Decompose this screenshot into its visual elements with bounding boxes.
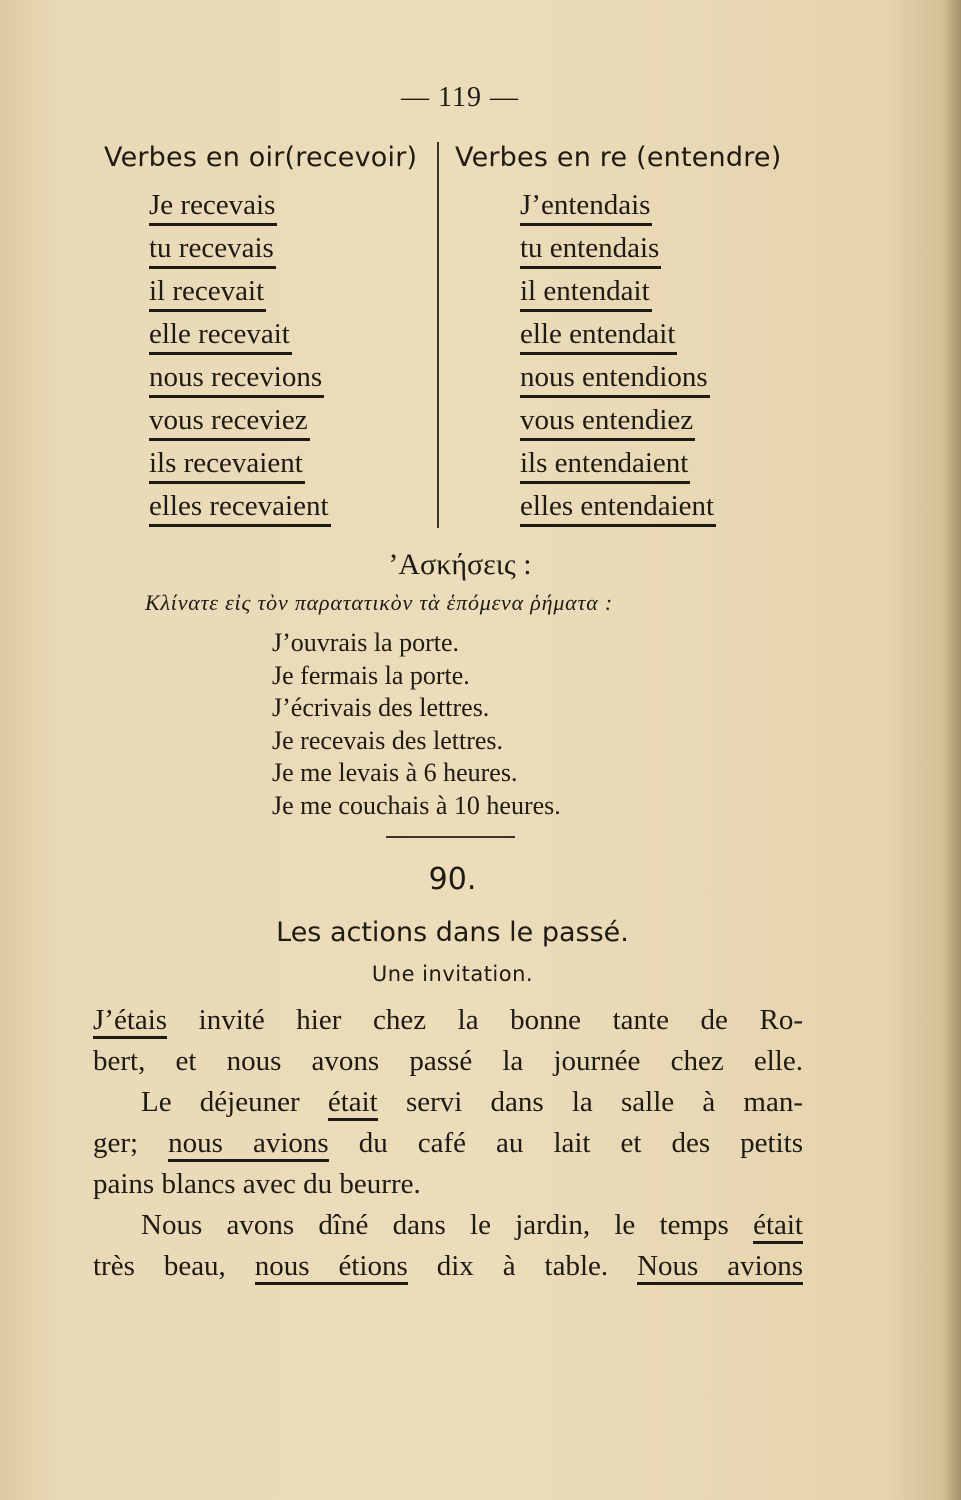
exercise-sentence: Je me couchais à 10 heures. (272, 790, 561, 820)
conjugation-row: J’entendais (520, 186, 716, 229)
section-divider (386, 836, 515, 838)
exercise-sentence: Je recevais des lettres. (272, 725, 504, 755)
paragraph-1 (93, 1000, 803, 1082)
right-conjugation-list (520, 186, 716, 530)
underlined-verb: nous avions (168, 1127, 329, 1162)
exercise-sentence: J’écrivais des lettres. (272, 693, 490, 722)
page-number: — 119 — (401, 82, 519, 113)
conjugation-row: Je recevais (149, 186, 331, 229)
page-edge-shadow (943, 0, 961, 1500)
exercise-sentence: J’ouvrais la porte. (272, 628, 460, 657)
column-divider (437, 142, 439, 528)
right-column-heading: Verbes en re (entendre) (455, 142, 782, 173)
paragraph-3 (93, 1205, 803, 1287)
underlined-verb: nous étions (255, 1250, 408, 1285)
conjugation-row: il recevait (149, 272, 331, 315)
conjugation-row: nous recevions (149, 358, 331, 401)
text-line: J’étais invité hier chez la bonne tante de Ro- (93, 1000, 803, 1041)
paragraph-2 (93, 1082, 803, 1205)
lesson-subtitle: Une invitation. (371, 962, 534, 986)
conjugation-row: ils recevaient (149, 444, 331, 487)
text-line: Nous avons dîné dans le jardin, le temps était (93, 1205, 803, 1246)
conjugation-row: vous receviez (149, 401, 331, 444)
conjugation-row: tu entendais (520, 229, 716, 272)
conjugation-row: elle recevait (149, 315, 331, 358)
underlined-verb: Nous avions (637, 1250, 803, 1285)
exercise-sentences (272, 627, 561, 822)
exercise-sentence: Je fermais la porte. (272, 660, 470, 690)
lesson-title: Les actions dans le passé. (276, 917, 629, 948)
conjugation-row: nous entendions (520, 358, 716, 401)
conjugation-row: elles recevaient (149, 487, 331, 530)
conjugation-row: vous entendiez (520, 401, 716, 444)
text-line: très beau, nous étions dix à table. Nous avions (93, 1246, 803, 1287)
conjugation-row: tu recevais (149, 229, 331, 272)
underlined-verb: était (328, 1086, 378, 1121)
text-line: pains blancs avec du beurre. (93, 1168, 421, 1200)
exercises-title: ’Ασκήσεις : (388, 548, 532, 581)
underlined-verb: J’étais (93, 1004, 167, 1039)
conjugation-row: elles entendaient (520, 487, 716, 530)
left-conjugation-list (149, 186, 331, 530)
lesson-number: 90. (428, 862, 477, 897)
left-column-heading: Verbes en oir(recevoir) (104, 142, 418, 173)
exercise-sentence: Je me levais à 6 heures. (272, 758, 518, 787)
underlined-verb: était (753, 1209, 803, 1244)
conjugation-row: elle entendait (520, 315, 716, 358)
text-line: Le déjeuner était servi dans la salle à man- (93, 1082, 803, 1123)
conjugation-row: ils entendaient (520, 444, 716, 487)
conjugation-row: il entendait (520, 272, 716, 315)
exercises-instruction: Κλίνατε εἰς τὸν παρατατικὸν τὰ ἑπόμενα ῥήματα : (145, 590, 613, 615)
text-line: bert, et nous avons passé la journée chez elle. (93, 1045, 803, 1077)
text-line: ger; nous avions du café au lait et des petits (93, 1123, 803, 1164)
